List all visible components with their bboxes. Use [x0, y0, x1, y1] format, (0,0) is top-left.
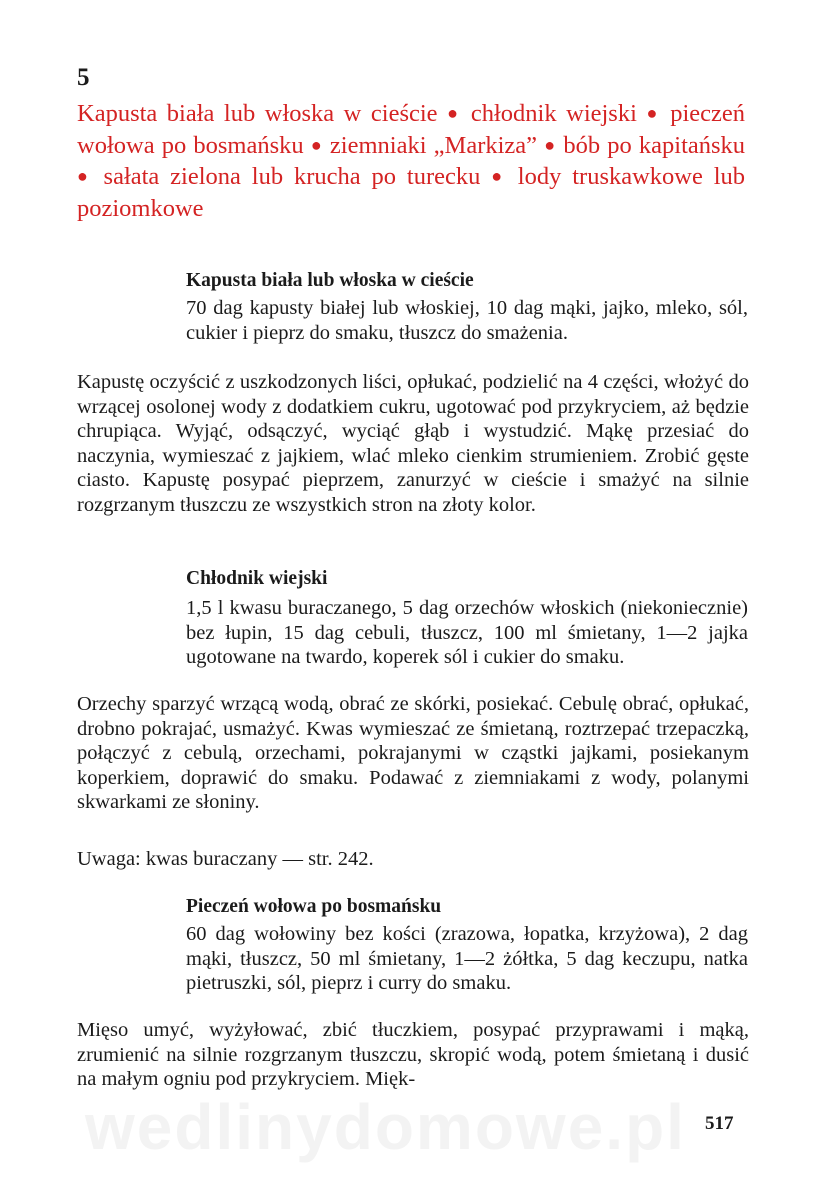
menu-item: ziemniaki „Markiza” [329, 131, 538, 159]
recipe-ingredients: 70 dag kapusty białej lub włoskiej, 10 dag mąki, jajko, mleko, sól, cukier i pieprz do smaku, tłuszcz do smażenia. [186, 297, 748, 344]
recipe-ingredients: 60 dag wołowiny bez kości (zrazowa, łopatka, krzyżowa), 2 dag mąki, tłuszcz, 50 ml śmietany, 1—2 żółtka, 5 dag keczupu, natka pietruszki, sól, pieprz i curry do smaku. [186, 923, 748, 994]
recipe-title: Pieczeń wołowa po bosmańsku [186, 896, 442, 917]
chapter-menu [77, 98, 745, 224]
page-number: 517 [705, 1113, 734, 1134]
menu-item: Kapusta biała lub włoska w cieście [77, 100, 438, 127]
recipe-title: Kapusta biała lub włoska w cieście [186, 270, 474, 291]
menu-item: lody truskawkowe lub poziomkowe [77, 163, 746, 222]
watermark: wedlinydomowe.pl [85, 1091, 686, 1163]
recipe-note: Uwaga: kwas buraczany — str. 242. [77, 848, 374, 870]
menu-item: pieczeń wołowa po bosmańsku [77, 100, 746, 159]
bullet-icon: ● [646, 103, 661, 123]
bullet-icon: ● [491, 166, 507, 186]
menu-item: bób po kapitańsku [563, 131, 746, 159]
bullet-icon: ● [447, 103, 462, 123]
bullet-icon: ● [77, 166, 93, 186]
recipe-ingredients: 1,5 l kwasu buraczanego, 5 dag orzechów włoskich (niekoniecznie) bez łupin, 15 dag cebuli, tłuszcz, 100 ml śmietany, 1—2 jajka ugotowane na twardo, koperek sól i cukier do smaku. [186, 597, 748, 668]
bullet-icon: ● [544, 134, 557, 155]
bullet-icon: ● [310, 134, 323, 155]
chapter-number: 5 [77, 64, 90, 91]
menu-item: chłodnik wiejski [470, 100, 637, 127]
recipe-title: Chłodnik wiejski [186, 568, 328, 589]
recipe-method: Mięso umyć, wyżyłować, zbić tłuczkiem, posypać przyprawami i mąką, zrumienić na silnie rozgrzanym tłuszczu, skropić wodą, potem śmietaną i dusić na małym ogniu pod przykryciem. Mięk- [77, 1019, 749, 1090]
menu-item: sałata zielona lub krucha po turecku [103, 163, 481, 190]
recipe-method: Kapustę oczyścić z uszkodzonych liści, opłukać, podzielić na 4 części, włożyć do wrzącej osolonej wody z dodatkiem cukru, ugotować pod przykryciem, aż będzie chrupiąca. Wyjąć, odsączyć, wyciąć głąb i wystudzić. Mąkę przesiać do naczynia, wymieszać z jajkiem, wlać mleko cienkim strumieniem. Zrobić gęste ciasto. Kapustę posypać pieprzem, zanurzyć w cieście i smażyć na silnie rozgrzanym tłuszczu ze wszystkich stron na złoty kolor. [77, 371, 749, 516]
recipe-method: Orzechy sparzyć wrzącą wodą, obrać ze skórki, posiekać. Cebulę obrać, opłukać, drobno pokrajać, usmażyć. Kwas wymieszać ze śmietaną, roztrzepać trzepaczką, połączyć z cebulą, orzechami, pokrajanymi w cząstki jajkami, posiekanym koperkiem, doprawić do smaku. Podawać z ziemniakami z wody, polanymi skwarkami ze słoniny. [77, 693, 749, 813]
